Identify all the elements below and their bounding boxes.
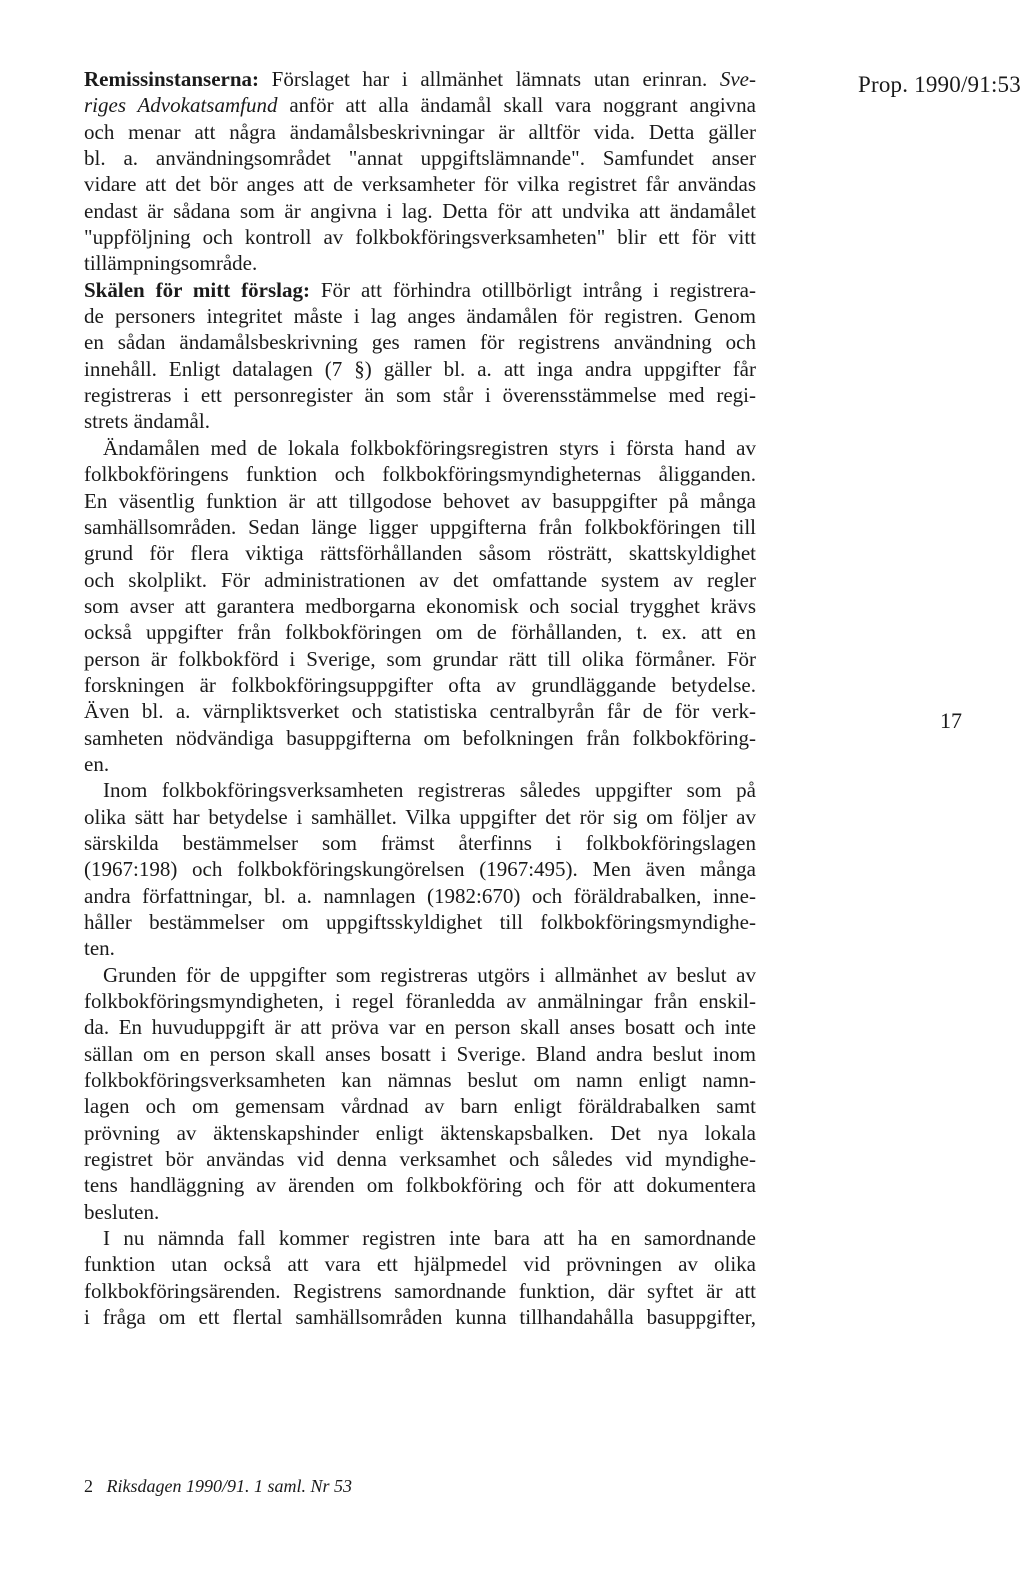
text-line: strets ändamål.	[84, 409, 210, 434]
text-line: tillämpningsområde.	[84, 251, 258, 276]
text-line: person är folkbokförd i Sverige, som grundar rätt till olika förmåner. För	[84, 646, 756, 671]
text-line: de personers integritet måste i lag anges ändamålen för registren. Genom	[84, 304, 756, 329]
text-line: En väsentlig funktion är att tillgodose behovet av basuppgifter på många	[84, 488, 756, 513]
text-line: Grunden för de uppgifter som registreras utgörs i allmänhet av beslut av	[103, 962, 756, 987]
text-line: "uppföljning och kontroll av folkbokföringsverksamheten" blir ett för vitt	[84, 225, 756, 250]
text-line: lagen och om gemensam vårdnad av barn enligt föräldrabalken samt	[84, 1094, 756, 1119]
text-line: en.	[84, 751, 110, 776]
text-line: besluten.	[84, 1199, 160, 1224]
text-line: endast är sådana som är angivna i lag. Detta för att undvika att ändamålet	[84, 198, 756, 223]
text-line: folkbokföringsmyndigheten, i regel föranledda av anmälningar från enskil-	[84, 989, 756, 1014]
text-line: (1967:198) och folkbokföringskungörelsen (1967:495). Men även många	[84, 857, 756, 882]
text-line: särskilda bestämmelser som främst återfinns i folkbokföringslagen	[84, 830, 756, 855]
proposition-reference: Prop. 1990/91:53	[858, 72, 1021, 97]
text-line: Ändamålen med de lokala folkbokföringsregistren styrs i första hand av	[103, 435, 756, 460]
text-line: da. En huvuduppgift är att pröva var en person skall anses bosatt och inte	[84, 1015, 756, 1040]
text-line: Inom folkbokföringsverksamheten registreras således uppgifter som på	[103, 778, 756, 803]
text-line: som avser att garantera medborgarna ekonomisk och social trygghet krävs	[84, 593, 756, 618]
page-number: 17	[940, 708, 962, 733]
heading-remissinstanserna: Remissinstanserna:	[84, 67, 260, 91]
text-line: grund för flera viktiga rättsförhållanden såsom rösträtt, skattskyldighet	[84, 541, 756, 566]
text-line: folkbokföringsverksamheten kan nämnas beslut om namn enligt namn-	[84, 1068, 756, 1093]
italic-text: Sve-	[719, 67, 756, 91]
text-line: innehåll. Enligt datalagen (7 §) gäller bl. a. att inga andra uppgifter får	[84, 356, 756, 381]
footer-source: Riksdagen 1990/91. 1 saml. Nr 53	[106, 1476, 352, 1496]
text-line: samhällsområden. Sedan länge ligger uppgifterna från folkbokföringen till	[84, 514, 756, 539]
text-line: Remissinstanserna: Förslaget har i allmänhet lämnats utan erinran. Sve-	[84, 67, 756, 91]
text-line: forskningen är folkbokföringsuppgifter ofta av grundläggande betydelse.	[84, 672, 756, 697]
heading-skalen: Skälen för mitt förslag:	[84, 277, 310, 302]
text-line: tens handläggning av ärenden om folkbokföring och för att dokumentera	[84, 1173, 756, 1198]
text-line: Även bl. a. värnpliktsverket och statistiska centralbyrån får de för verk-	[84, 699, 756, 724]
footer	[84, 1476, 352, 1497]
italic-text: riges Advokatsamfund	[84, 93, 278, 118]
text-line: bl. a. användningsområdet "annat uppgiftslämnande". Samfundet anser	[84, 146, 756, 171]
text-line: prövning av äktenskapshinder enligt äktenskapsbalken. Det nya lokala	[84, 1120, 756, 1145]
text-line: registret bör användas vid denna verksamhet och således vid myndighe-	[84, 1147, 756, 1172]
text-line: riges Advokatsamfund anför att alla ändamål skall vara noggrant angivna	[84, 93, 756, 118]
text-line: ten.	[84, 936, 115, 961]
text-line: registreras i ett personregister än som står i överensstämmelse med regi-	[84, 383, 756, 408]
text-line: samheten nödvändiga basuppgifterna om befolkningen från folkbokföring-	[84, 725, 756, 750]
text-line: och skolplikt. För administrationen av det omfattande system av regler	[84, 567, 756, 592]
text-line: Skälen för mitt förslag: För att förhindra otillbörligt intrång i registrera-	[84, 277, 756, 302]
text-line: andra författningar, bl. a. namnlagen (1982:670) och föräldrabalken, inne-	[84, 883, 756, 908]
footer-number: 2	[84, 1476, 93, 1496]
body-text	[84, 66, 756, 1331]
text-line: I nu nämnda fall kommer registren inte bara att ha en samordnande	[103, 1226, 756, 1251]
text-line: en sådan ändamålsbeskrivning ges ramen för registrens användning och	[84, 330, 756, 355]
text-line: olika sätt har betydelse i samhället. Vilka uppgifter det rör sig om följer av	[84, 804, 756, 829]
text-line: folkbokföringsärenden. Registrens samordnande funktion, där syftet är att	[84, 1278, 756, 1303]
text-line: funktion utan också att vara ett hjälpmedel vid prövningen av olika	[84, 1252, 756, 1277]
text-line: folkbokföringens funktion och folkbokföringsmyndigheternas åligganden.	[84, 462, 756, 487]
text-line: sällan om en person skall anses bosatt i Sverige. Bland andra beslut inom	[84, 1041, 756, 1066]
text-line: också uppgifter från folkbokföringen om de förhållanden, t. ex. att en	[84, 620, 756, 645]
text-line: vidare att det bör anges att de verksamheter för vilka registret får användas	[84, 172, 756, 197]
text-line: i fråga om ett flertal samhällsområden kunna tillhandahålla basuppgifter,	[84, 1305, 756, 1330]
text-line: håller bestämmelser om uppgiftsskyldighet till folkbokföringsmyndighe-	[84, 910, 756, 934]
text-line: och menar att några ändamålsbeskrivningar är alltför vida. Detta gäller	[84, 119, 756, 144]
